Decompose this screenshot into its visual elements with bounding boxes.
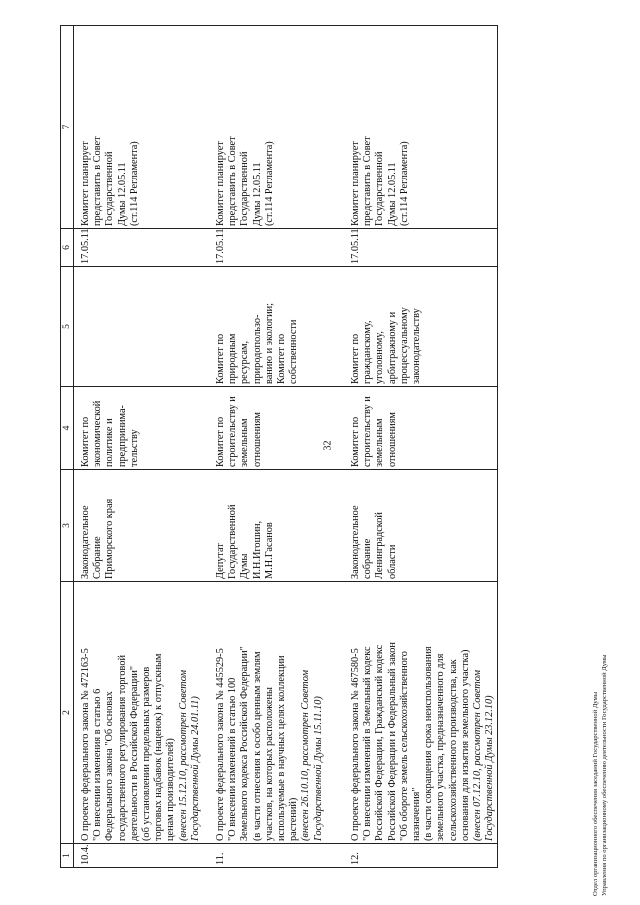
- initiator-line: Ленинградской: [374, 512, 386, 579]
- bill-title-line: О проекте федерального закона № 445529-5: [215, 648, 226, 841]
- item-number-cell: [74, 844, 210, 868]
- initiator-line: Собрание: [92, 536, 104, 579]
- co-executor-line: Комитет по: [215, 333, 226, 384]
- plan-note-cell: [344, 26, 498, 229]
- bill-title-cell: [74, 582, 210, 844]
- responsible-committee-line: земельным: [239, 418, 251, 467]
- responsible-committee-line: отношениям: [251, 412, 263, 467]
- column-number-2: 2: [61, 582, 74, 844]
- bill-title-line: О проекте федерального закона № 467580-5: [350, 648, 361, 841]
- co-executor-line: уголовному,: [374, 331, 386, 384]
- plan-note-line: (ст.114 Регламента): [128, 141, 140, 226]
- responsible-committee-line: Комитет по: [80, 416, 91, 467]
- bill-title-line: участков, на которых расположены: [263, 687, 275, 841]
- bill-title-line: деятельности в Российской Федерации": [128, 665, 140, 841]
- initiator-line: Приморского края: [104, 498, 116, 579]
- co-executor-line: гражданскому,: [362, 320, 374, 384]
- co-executor-line: собственности: [288, 319, 300, 384]
- page-number: 32: [322, 440, 334, 451]
- plan-note-line: Думы 12.05.11: [251, 162, 263, 226]
- bill-title-line: ценам производителей): [165, 738, 177, 841]
- initiator-line: Государственной: [227, 504, 239, 579]
- plan-note-line: Думы 12.05.11: [116, 162, 128, 226]
- bill-title-line: Российской Федерации, Гражданский кодекс: [374, 644, 386, 841]
- initiator-line: Законодательное: [350, 505, 361, 579]
- consideration-date: 17.05.11: [350, 228, 361, 264]
- bill-title-line: "Об обороте земель сельскохозяйственного: [398, 651, 410, 841]
- responsible-committee-cell: [74, 387, 210, 470]
- column-number-5: 5: [61, 267, 74, 387]
- plan-note-line: Комитет планирует: [350, 141, 361, 226]
- co-executor-line: ресурсам,: [239, 340, 251, 384]
- consideration-date: 17.05.11: [215, 228, 226, 264]
- item-number: 11.: [215, 852, 226, 865]
- bill-title-line: О проекте федерального закона № 472163-5: [80, 648, 91, 841]
- co-executor-cell: [209, 267, 344, 387]
- bill-title-line: Российской Федерации и Федеральный закон: [386, 642, 398, 841]
- initiator-line: М.Н.Гасанов: [263, 522, 275, 579]
- responsible-committee-cell: [209, 387, 344, 470]
- responsible-committee-line: земельным: [374, 418, 386, 467]
- initiator-cell: [209, 470, 344, 582]
- bill-title-line: торговых надбавок (наценок) к отпускным: [153, 653, 165, 841]
- column-number-1: 1: [61, 844, 74, 868]
- initiator-line: Думы: [239, 553, 251, 579]
- date-cell: [209, 229, 344, 267]
- table-row: [344, 26, 498, 868]
- co-executor-line: арбитражному и: [386, 311, 398, 384]
- bill-title-line: основания для изъятия земельного участка): [459, 649, 471, 841]
- co-executor-line: природным: [227, 333, 239, 384]
- responsible-committee-line: отношениям: [386, 412, 398, 467]
- column-number-3: 3: [61, 470, 74, 582]
- bill-title-line: "О внесении изменений в Земельный кодекс: [362, 646, 374, 841]
- footer: [592, 654, 609, 896]
- plan-note-line: представить в Совет: [362, 136, 374, 226]
- plan-note-line: Государственной: [104, 151, 116, 226]
- co-executor-line: законодательству: [411, 308, 423, 384]
- initiator-line: области: [386, 544, 398, 579]
- item-number: 12.: [350, 852, 361, 865]
- initiator-line: И.Н.Игошин,: [251, 520, 263, 579]
- plan-note-line: Думы 12.05.11: [386, 162, 398, 226]
- column-number-4: 4: [61, 387, 74, 470]
- bill-status-note-line: Государственной Думы 15.11.10): [312, 696, 324, 841]
- footer-line: Отдел организационного обеспечения заседаний Государственной Думы: [592, 691, 599, 896]
- consideration-date: 17.05.11: [80, 228, 91, 264]
- responsible-committee-line: Комитет по: [350, 416, 361, 467]
- column-number-header-row: [61, 26, 74, 868]
- bill-title-cell: [344, 582, 498, 844]
- bill-title-line: земельного участка, предназначенного для: [435, 653, 447, 841]
- responsible-committee-line: предпринима-: [116, 405, 128, 467]
- plan-note-line: представить в Совет: [92, 136, 104, 226]
- plan-note-cell: [209, 26, 344, 229]
- bill-status-note-line: (внесен 15.12.10, рассмотрен Советом: [177, 669, 189, 841]
- footer-line: Управления по организационному обеспечению деятельности Государственной Думы: [600, 654, 608, 896]
- co-executor-line: ванию и экологии;: [263, 303, 275, 384]
- bill-title-line: (об установлении предельных размеров: [141, 666, 153, 841]
- bill-title-line: (в части сокращения срока неиспользования: [423, 646, 435, 841]
- responsible-committee-line: строительству и: [227, 396, 239, 467]
- co-executor-cell: [344, 267, 498, 387]
- column-number-7: 7: [61, 26, 74, 229]
- plan-note-line: Комитет планирует: [80, 141, 91, 226]
- column-number-6: 6: [61, 229, 74, 267]
- bill-title-line: Земельного кодекса Российской Федерации": [239, 646, 251, 841]
- bill-title-line: назначения": [411, 787, 423, 841]
- plan-note-line: Государственной: [239, 151, 251, 226]
- responsible-committee-line: строительству и: [362, 396, 374, 467]
- initiator-cell: [344, 470, 498, 582]
- initiator-line: Депутат: [215, 543, 226, 579]
- bill-status-note-line: (внесен 07.12.10, рассмотрен Советом: [472, 669, 484, 841]
- item-number: 10.4.: [80, 844, 91, 865]
- plan-note-cell: [74, 26, 210, 229]
- bill-status-note-line: Государственной Думы 23.12.10): [484, 695, 496, 841]
- responsible-committee-line: Комитет по: [215, 416, 226, 467]
- agenda-table: [60, 25, 498, 868]
- bill-title-line: используемые в научных целях коллекции: [276, 655, 288, 841]
- bill-title-line: Федерального закона "Об основах: [104, 691, 116, 841]
- date-cell: [74, 229, 210, 267]
- bill-title-cell: [209, 582, 344, 844]
- bill-title-line: "О внесении изменения в статью 6: [92, 688, 104, 841]
- co-executor-line: Комитет по: [350, 333, 361, 384]
- bill-title-line: "О внесении изменений в статью 100: [227, 677, 239, 841]
- co-executor-line: Комитет по: [276, 333, 288, 384]
- table-row: [209, 26, 344, 868]
- co-executor-line: процессуальному: [398, 307, 410, 384]
- plan-note-line: Государственной: [374, 151, 386, 226]
- plan-note-line: (ст.114 Регламента): [263, 141, 275, 226]
- responsible-committee-cell: [344, 387, 498, 470]
- co-executor-line: природопользо-: [251, 314, 263, 384]
- agenda-rows: [74, 26, 498, 868]
- bill-title-line: растений): [288, 797, 300, 841]
- bill-title-line: сельскохозяйственного производства, как: [447, 659, 459, 841]
- responsible-committee-line: тельству: [128, 429, 140, 467]
- plan-note-line: (ст.114 Регламента): [398, 141, 410, 226]
- agenda-table-container: [60, 26, 496, 868]
- bill-status-note-line: (внесен 26.10.10, рассмотрен Советом: [300, 669, 312, 841]
- initiator-line: собрание: [362, 538, 374, 579]
- responsible-committee-line: экономической: [92, 400, 104, 467]
- bill-title-line: государственного регулирования торговой: [116, 654, 128, 841]
- bill-title-line: (в части отнесения к особо ценным землям: [251, 651, 263, 841]
- date-cell: [344, 229, 498, 267]
- plan-note-line: представить в Совет: [227, 136, 239, 226]
- plan-note-line: Комитет планирует: [215, 141, 226, 226]
- item-number-cell: [344, 844, 498, 868]
- bill-status-note-line: Государственной Думы 24.01.11): [189, 696, 201, 841]
- item-number-cell: [209, 844, 344, 868]
- table-row: [74, 26, 210, 868]
- initiator-cell: [74, 470, 210, 582]
- responsible-committee-line: политике и: [104, 418, 116, 467]
- co-executor-cell: [74, 267, 210, 387]
- initiator-line: Законодательное: [80, 505, 91, 579]
